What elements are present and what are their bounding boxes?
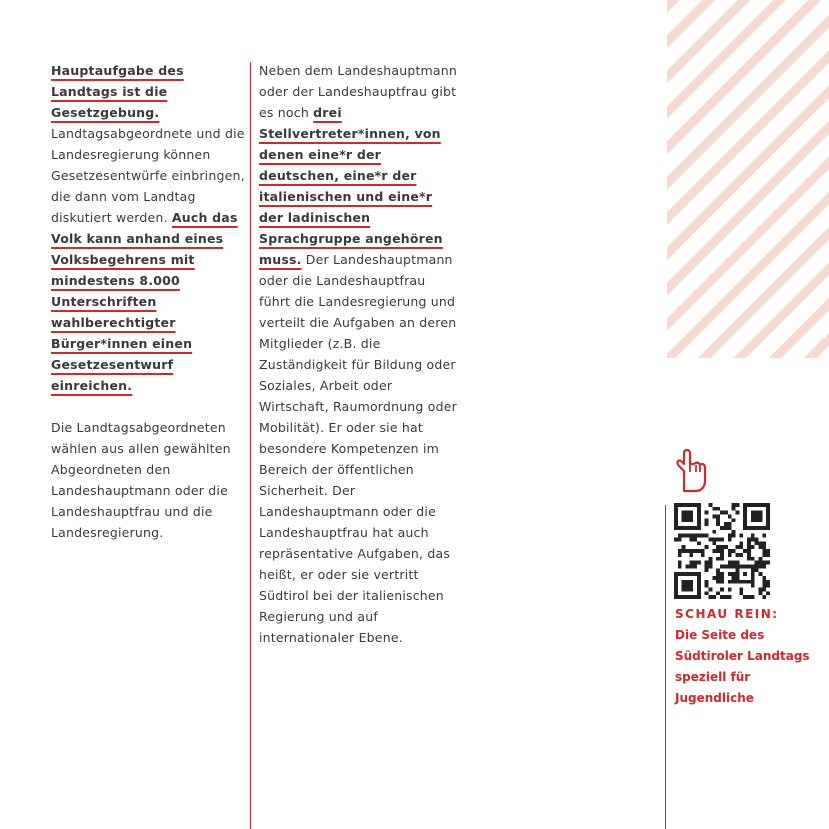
text-column-middle (259, 60, 459, 648)
decorative-stripes (667, 0, 829, 358)
text-column-left (51, 60, 247, 543)
paragraph-legislation (51, 60, 247, 396)
text-governor-duties: Der Landeshauptmann oder die Landeshauptfrau führt die Landesregierung und verteilt die Aufgaben an deren Mitglieder (z.B. die Zuständigkeit für Bildung oder Soziales, Arbeit oder Wirtschaft, Raumordnung oder Mobilität). Er oder sie hat besondere Kompetenzen im Bereich der öffentlichen Sicherheit. Der Landeshauptmann oder die Landeshauptfrau hat auch repräsentative Aufgaben, das heißt, er oder sie vertritt Südtirol bei der italienischen Regierung und auf internationaler Ebene. (259, 252, 457, 645)
callout-title: SCHAU REIN: (675, 607, 779, 621)
highlight-popular-initiative: Auch das Volk kann anhand eines Volksbegehrens mit mindestens 8.000 Unterschriften wahlberechtigter Bürger*innen einen Gesetzesentwurf einreichen. (51, 210, 238, 393)
sidebar-callout (675, 604, 825, 709)
highlight-main-task: Hauptaufgabe des Landtags ist die Gesetzgebung. (51, 63, 184, 120)
highlight-deputies: drei Stellvertreter*innen, von denen eine*r der deutschen, eine*r der italienischen und eine*r der ladinischen Sprachgruppe angehören muss. (259, 105, 443, 267)
sidebar-divider (665, 505, 666, 829)
paragraph-election: Die Landtagsabgeordneten wählen aus allen gewählten Abgeordneten den Landeshauptmann oder die Landeshauptfrau und die Landesregierung. (51, 420, 231, 540)
column-divider (250, 62, 251, 829)
paragraph-governor (259, 60, 459, 648)
text-deputies-intro: Neben dem Landeshauptmann oder der Landeshauptfrau gibt es noch (259, 63, 458, 120)
callout-text: Die Seite des Südtiroler Landtags speziell für Jugendliche (675, 628, 810, 705)
qr-code[interactable] (674, 503, 770, 599)
text-draft-laws: Landtagsabgeordnete und die Landesregierung können Gesetzesentwürfe einbringen, die dann vom Landtag diskutiert werden. (51, 126, 245, 225)
pointing-hand-icon (671, 447, 707, 493)
